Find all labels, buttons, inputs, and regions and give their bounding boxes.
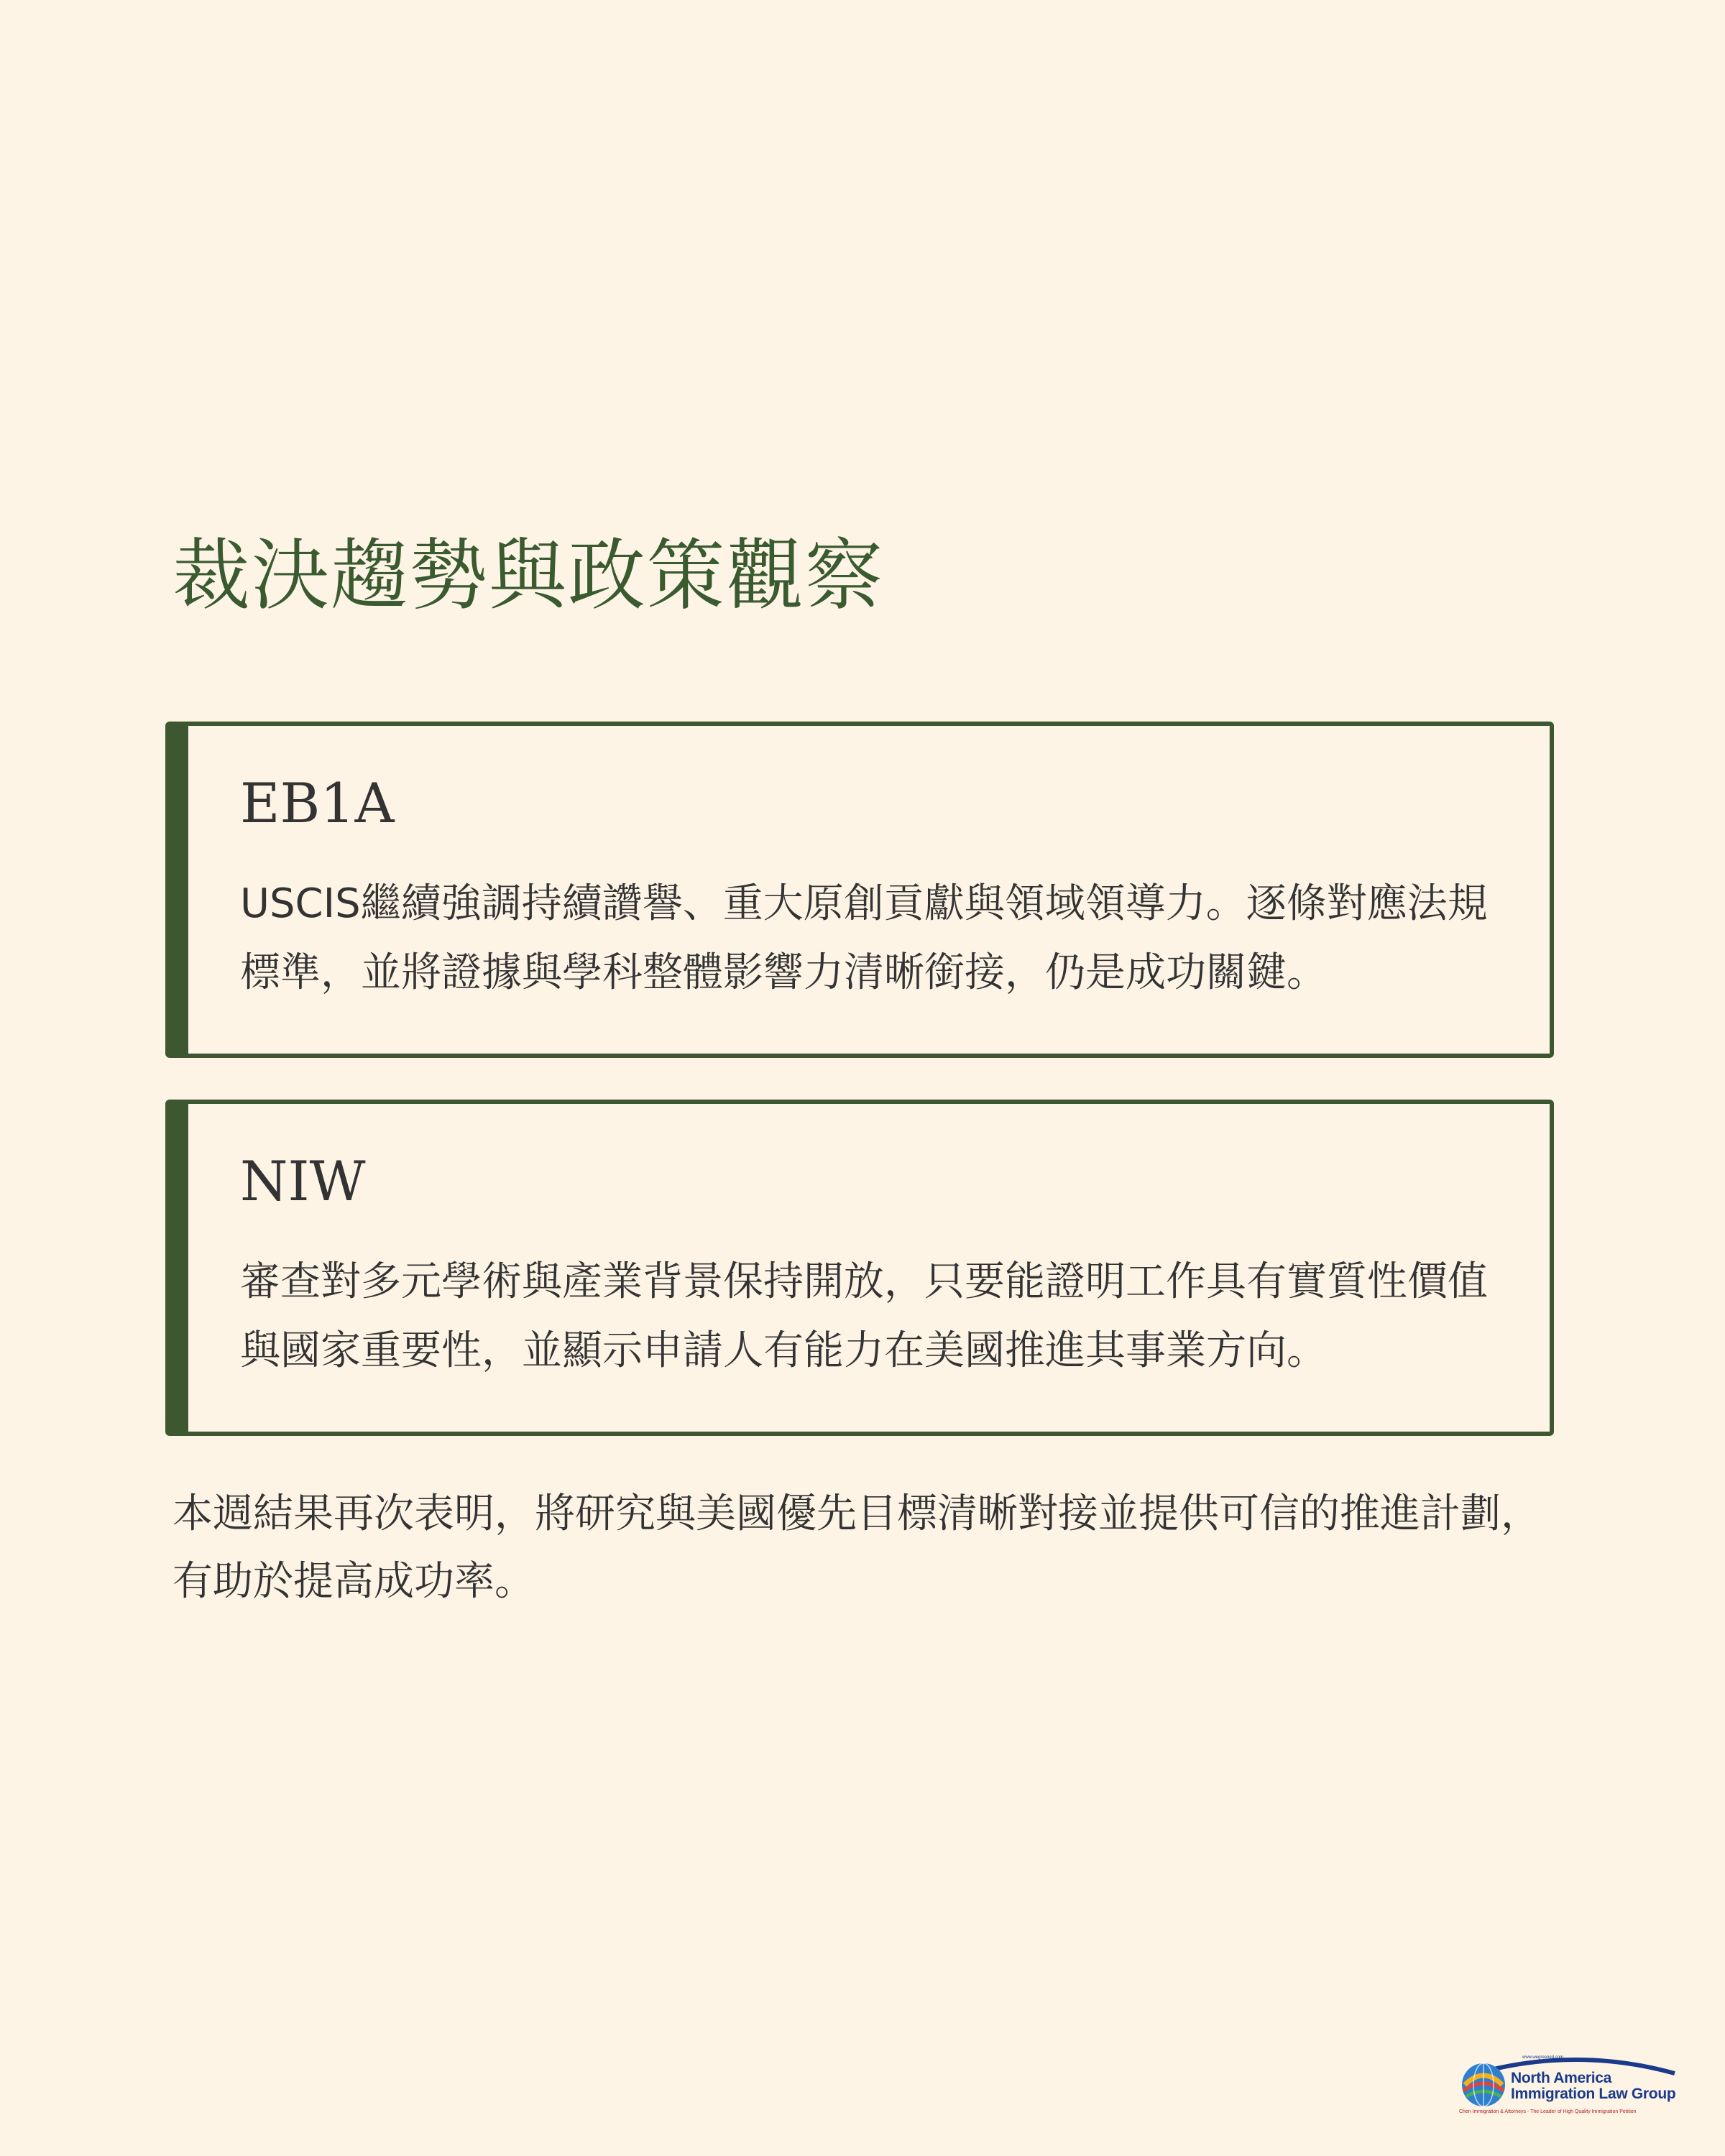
page-title: 裁決趨勢與政策觀察 <box>172 531 885 621</box>
eb1a-body: USCIS繼續強調持續讚譽、重大原創貢獻與領域領導力。逐條對應法規標準，並將證據與學科整體影響力清晰銜接，仍是成功關鍵。 <box>240 880 1488 996</box>
niw-body: 審查對多元學術與產業背景保持開放，只要能證明工作具有實質性價值與國家重要性，並顯示申請人有能力在美國推進其事業方向。 <box>240 1258 1488 1374</box>
logo-line-2: Immigration Law Group <box>1511 2086 1676 2102</box>
logo-lettering <box>1511 2070 1675 2102</box>
closing-paragraph: 本週結果再次表明，將研究與美國優先目標清晰對接並提供可信的推進計劃，有助於提高成功率。 <box>172 1491 1541 1605</box>
logo-tagline: Chen Immigration & Attorneys - The Leader of High Quality Immigration Petition <box>1459 2109 1637 2114</box>
eb1a-heading: EB1A <box>240 771 395 835</box>
eb1a-card <box>165 722 1554 1058</box>
niw-card <box>165 1100 1554 1436</box>
firm-logo <box>1459 2052 1682 2124</box>
niw-heading: NIW <box>240 1149 366 1213</box>
logo-url: www.wegreened.com <box>1522 2055 1564 2060</box>
logo-line-1: North America <box>1511 2070 1612 2086</box>
